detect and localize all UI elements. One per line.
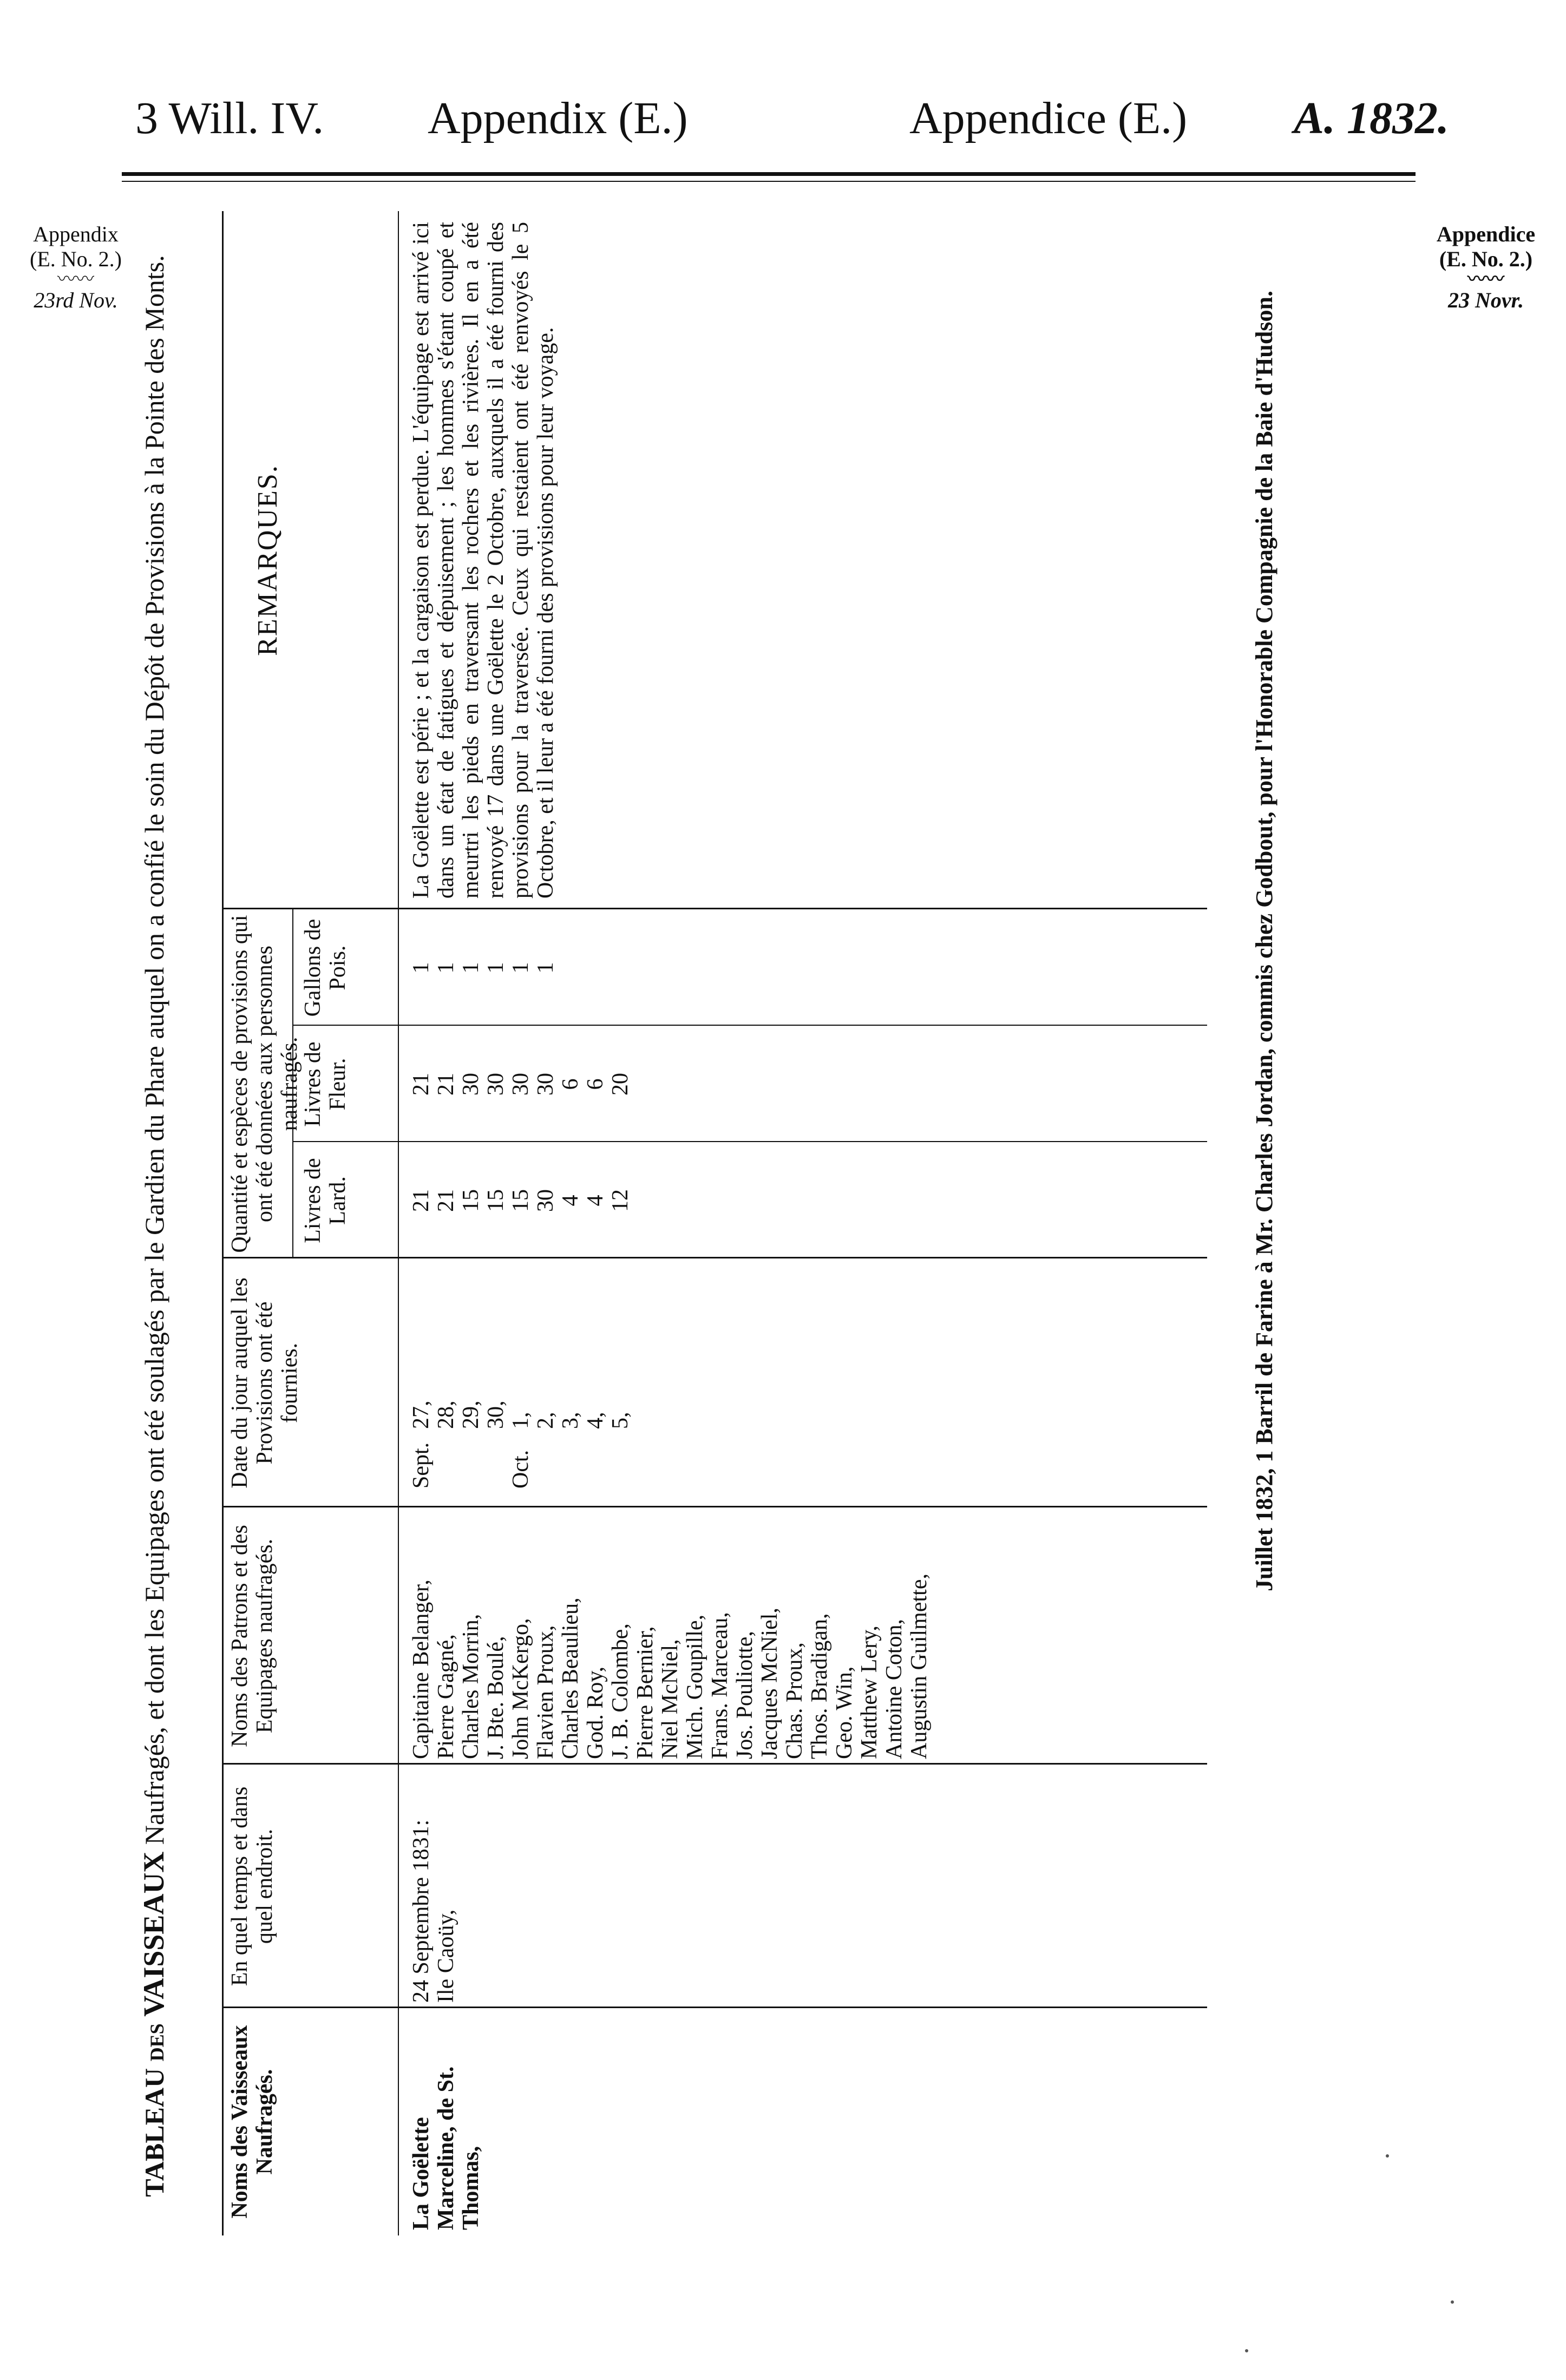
margin-note-right-number: (E. No. 2.) — [1439, 247, 1533, 271]
title-caps: VAISSEAUX — [137, 1851, 170, 2017]
flour-value: 30 — [533, 1073, 558, 1096]
peas-value: 1 — [458, 962, 483, 974]
flour-value: 21 — [409, 1073, 434, 1096]
crew-member: J. Bte. Boulé, — [483, 1636, 508, 1759]
flour-value: 30 — [483, 1073, 508, 1096]
crew-member: Mich. Goupille, — [683, 1614, 707, 1759]
lard-column — [409, 1146, 633, 1255]
header-lard: Livres de Lard. — [300, 1158, 350, 1243]
column-rule — [222, 1257, 1207, 1258]
crew-list — [409, 1513, 932, 1759]
subcolumn-rule — [292, 1025, 1207, 1026]
crew-member: Charles Morrin, — [458, 1614, 483, 1759]
running-head-appendix-en: Appendix (E.) — [428, 93, 688, 143]
running-head-year: A. 1832. — [1294, 93, 1450, 143]
peas-value: 1 — [434, 962, 458, 974]
crew-member: Jacques McNiel, — [757, 1608, 782, 1759]
peas-value: 1 — [508, 962, 533, 974]
margin-note-left — [14, 222, 138, 313]
column-rule — [222, 1506, 1207, 1507]
lard-value: 4 — [583, 1195, 608, 1207]
crew-member: God. Roy, — [583, 1666, 608, 1759]
remarks-text: La Goëlette est périe ; et la cargaison est perdue. L'équipage est arrivé ici dans un état de fatigues et dépuisement ; les hommes s'étant coupé et meurtri les pieds en traversant les rochers et les rivières. Il en a été renvoyé 17 dans une Goëlette le 2 Octobre, auxquels il a été fourni des provisions pour la traversée. Ceux qui restaient ont été renvoyés le 5 Octobre, et il leur a été fourni des provisions pour leur voyage. — [409, 222, 558, 899]
header-crew: Noms des Patrons et des Equipages naufragés. — [227, 1525, 277, 1747]
lard-value: 15 — [458, 1189, 483, 1212]
crew-member: Matthew Lery, — [857, 1625, 882, 1759]
supply-dates — [409, 1272, 633, 1489]
supply-day: 28, — [434, 1400, 458, 1429]
crew-member: Charles Beaulieu, — [558, 1597, 583, 1759]
print-speck — [1386, 2154, 1389, 2158]
column-rule — [222, 2007, 1207, 2008]
margin-note-left-number: (E. No. 2.) — [30, 247, 122, 271]
crew-member: Flavien Proux, — [533, 1625, 558, 1759]
flour-value: 6 — [558, 1078, 583, 1090]
crew-member: Augustin Guilmette, — [907, 1573, 932, 1759]
crew-member: Chas. Proux, — [782, 1642, 807, 1759]
crew-member: J. B. Colombe, — [608, 1623, 633, 1759]
crew-member: Geo. Win, — [832, 1666, 857, 1759]
running-head-appendix-fr: Appendice (E.) — [909, 93, 1188, 143]
title-des: DES — [146, 2023, 168, 2062]
subcolumn-rule — [292, 1141, 1207, 1142]
supply-date-row — [434, 1272, 458, 1489]
supply-month: Sept. — [409, 1442, 434, 1489]
flour-value: 30 — [508, 1073, 533, 1096]
margin-note-right-label: Appendice — [1436, 222, 1536, 246]
peas-value: 1 — [409, 962, 434, 974]
running-head-regnal-year: 3 Will. IV. — [135, 93, 324, 143]
lard-value: 21 — [434, 1189, 458, 1212]
flour-column — [409, 1030, 633, 1138]
column-rule — [222, 1763, 1207, 1765]
lard-value: 4 — [558, 1195, 583, 1207]
supply-date-row — [533, 1272, 558, 1489]
header-when: En quel temps et dans quel endroit. — [227, 1786, 277, 1986]
header-vessels: Noms des Vaisseaux Naufragés. — [227, 2025, 277, 2219]
lard-value: 12 — [608, 1189, 633, 1212]
title-rest: Naufragés, et dont les Equipages ont été soulagés par le Gardien du Phare auquel on a confié le soin du Dépôt de Provisions à la Pointe des Monts. — [139, 255, 169, 1845]
lard-value: 21 — [409, 1189, 434, 1212]
crew-member: Jos. Pouliotte, — [732, 1631, 757, 1759]
supply-date-row — [608, 1272, 633, 1489]
header-quantity: Quantité et espèces de provisions qui ont été données aux personnes naufragés. — [227, 915, 302, 1253]
lard-value: 30 — [533, 1189, 558, 1212]
vessel-name: La Goëlette Marceline, de St. Thomas, — [409, 2066, 483, 2230]
margin-note-left-label: Appendix — [33, 222, 119, 246]
header-peas: Gallons de Pois. — [300, 919, 350, 1017]
print-speck — [1451, 2300, 1454, 2304]
table-header-rule — [398, 211, 399, 2235]
crew-member: John McKergo, — [508, 1618, 533, 1759]
supply-day: 2, — [533, 1412, 558, 1429]
header-date: Date du jour auquel les Provisions ont été fournies. — [227, 1277, 302, 1489]
margin-note-left-date: 23rd Nov. — [34, 288, 118, 312]
lard-value: 15 — [508, 1189, 533, 1212]
supply-day: 5, — [608, 1412, 633, 1429]
header-flour: Livres de Fleur. — [300, 1041, 350, 1127]
header-rule-thick — [122, 172, 1416, 176]
crew-member: Frans. Marceau, — [707, 1612, 732, 1759]
flour-value: 21 — [434, 1073, 458, 1096]
brace-ornament: 〰〰 — [1467, 270, 1504, 290]
supply-date-row — [409, 1272, 434, 1489]
supply-month: Oct. — [508, 1450, 533, 1489]
margin-note-right-date: 23 Novr. — [1448, 288, 1524, 312]
crew-member: Pierre Bernier, — [633, 1626, 658, 1759]
header-remarks: REMARQUES. — [252, 464, 283, 656]
supply-day: 30, — [483, 1400, 508, 1429]
supply-date-row — [483, 1272, 508, 1489]
lard-value: 15 — [483, 1189, 508, 1212]
peas-value: 1 — [533, 962, 558, 974]
supply-day: 27, — [409, 1400, 434, 1429]
supply-day: 29, — [458, 1400, 483, 1429]
supply-date-row — [508, 1272, 533, 1489]
supply-day: 3, — [558, 1412, 583, 1429]
rotated-table-page — [138, 211, 1372, 2241]
title-lead: TABLEAU — [139, 2068, 169, 2197]
crew-member: Thos. Bradigan, — [807, 1613, 832, 1759]
peas-column — [409, 914, 558, 1022]
supply-day: 4, — [583, 1412, 608, 1429]
brace-ornament: 〰〰 — [57, 270, 94, 290]
flour-value: 20 — [608, 1073, 633, 1096]
wreck-date: 24 Septembre 1831: — [409, 1819, 434, 2003]
supply-date-row — [458, 1272, 483, 1489]
supply-date-row — [583, 1272, 608, 1489]
crew-member: Capitaine Belanger, — [409, 1579, 434, 1759]
crew-member: Antoine Coton, — [882, 1619, 907, 1759]
table-top-rule — [222, 211, 224, 2235]
print-speck — [1245, 2349, 1248, 2352]
crew-member: Pierre Gagné, — [434, 1634, 458, 1759]
supply-day: 1, — [508, 1412, 533, 1429]
flour-value: 6 — [583, 1078, 608, 1090]
peas-value: 1 — [483, 962, 508, 974]
footnote-flour-barrel: Juillet 1832, 1 Barril de Farine à Mr. Charles Jordan, commis chez Godbout, pour l'Honorable Compagnie de la Baie d'Hudson. — [1251, 291, 1277, 1591]
margin-note-right — [1424, 222, 1548, 313]
crew-member: Niel McNiel, — [658, 1639, 683, 1759]
column-rule — [222, 908, 1207, 909]
header-rule-thin — [122, 181, 1416, 182]
when-where — [409, 1770, 458, 2003]
table-title — [138, 211, 173, 2241]
wreck-place: Ile Caoüy, — [434, 1909, 458, 2003]
flour-value: 30 — [458, 1073, 483, 1096]
supply-date-row — [558, 1272, 583, 1489]
